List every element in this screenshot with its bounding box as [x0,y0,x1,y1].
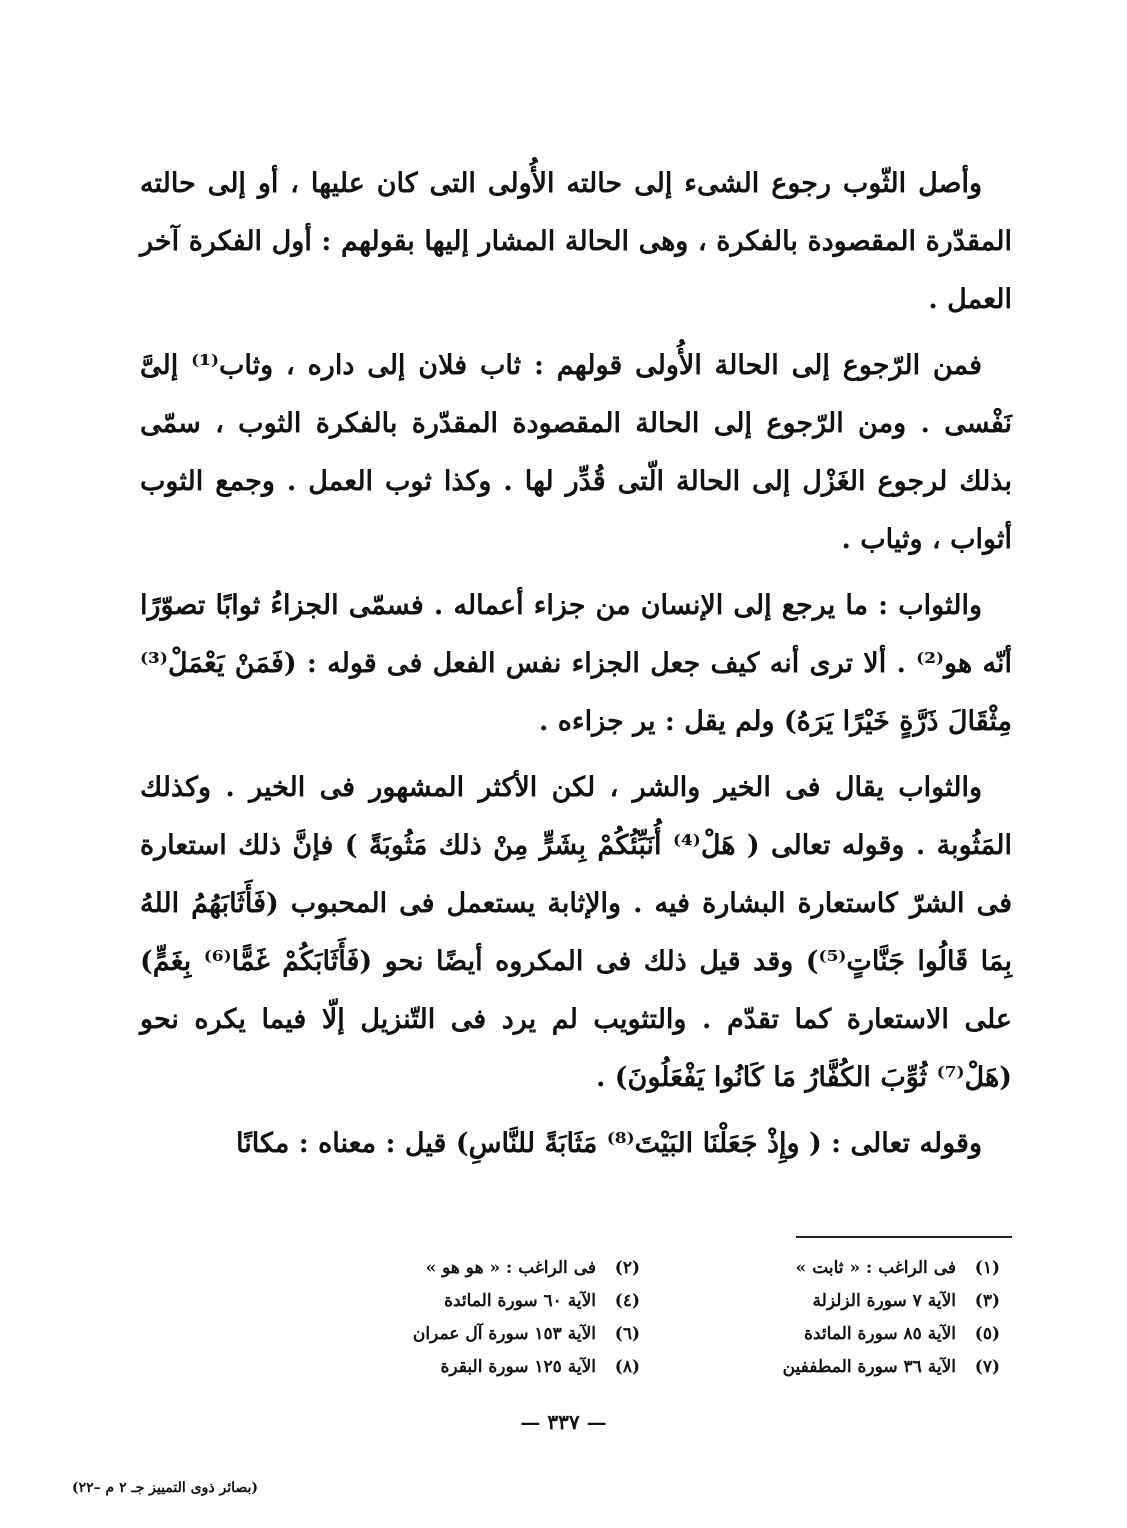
footnote-2 [310,1252,640,1285]
footnote-row [280,1351,1000,1384]
footnote-text: الآية ٣٦ سورة المطففين [782,1357,956,1377]
footnote-number: (٥) [974,1324,1000,1344]
footnote-row [280,1318,1000,1351]
footnote-text: الآية ٨٥ سورة المائدة [804,1324,956,1344]
paragraph-3: والثواب : ما يرجع إلى الإنسان من جزاء أعماله . فسمّى الجزاءُ ثوابًا تصوّرًا أنّه هو⁽²⁾ . ألا ترى أنه كيف جعل الجزاء نفس الفعل فى قوله : (فَمَنْ يَعْمَلْ⁽³⁾ مِثْقَالَ ذَرَّةٍ خَيْرًا يَرَهُ) ولم يقل : ير جزاءه . [140,590,1012,737]
footnote-8 [310,1351,640,1384]
footnote-number: (٤) [614,1291,640,1311]
footnote-row [280,1252,1000,1285]
paragraph-1: وأصل الثّوب رجوع الشىء إلى حالته الأُولى التى كان عليها ، أو إلى حالته المقدّرة المقصودة بالفكرة ، وهى الحالة المشار إليها بقولهم : أول الفكرة آخر العمل . [140,168,1012,315]
footnote-text: الآية ٦٠ سورة المائدة [444,1291,596,1311]
footnote-number: (٣) [974,1291,1000,1311]
footnote-divider [796,1236,1012,1238]
footnote-1 [670,1252,1000,1285]
footnote-number: (٨) [614,1357,640,1377]
bottom-reference: (بصائر ذوى التمييز جـ ٢ م –٢٢) [72,1480,259,1496]
footnote-text: الآية ١٢٥ سورة البقرة [440,1357,596,1377]
footnote-number: (٢) [614,1258,640,1278]
paragraph-5: وقوله تعالى : ( وإِذْ جَعَلْنَا البَيْتَ⁽⁸⁾ مَثَابَةً للنَّاسِ) قيل : معناه : مكانًا [236,1128,982,1159]
main-text [140,155,1012,1181]
page-number: — ٣٣٧ — [520,1410,607,1434]
footnote-text: الآية ١٥٣ سورة آل عمران [412,1324,596,1344]
footnote-number: (٧) [974,1357,1000,1377]
paragraph-4: والثواب يقال فى الخير والشر ، لكن الأكثر المشهور فى الخير . وكذلك المَثُوبة . وقوله تعالى ( هَلْ⁽⁴⁾ أُنَبِّئُكُمْ بِشَرٍّ مِنْ ذلك مَثُوبَةً ) فإنَّ ذلك استعارة فى الشرّ كاستعارة البشارة فيه . والإثابة يستعمل فى المحبوب (فَأَثَابَهُمُ اللهُ بِمَا قَالُوا جَنَّاتٍ⁽⁵⁾) وقد قيل ذلك فى المكروه أيضًا نحو (فَأَثَابَكُمْ غَمًّا⁽⁶⁾ بِغَمٍّ) على الاستعارة كما تقدّم . والتثويب لم يرد فى التّنزيل إلّا فيما يكره نحو (هَلْ⁽⁷⁾ ثُوِّبَ الكُفَّارُ مَا كَانُوا يَفْعَلُونَ) . [140,772,1012,1093]
footnote-number: (٦) [614,1324,640,1344]
footnotes [280,1252,1000,1384]
footnote-7 [670,1351,1000,1384]
footnote-text: فى الراغب : « ثابت » [795,1258,956,1278]
footnote-3 [670,1285,1000,1318]
paragraph-2: فمن الرّجوع إلى الحالة الأُولى قولهم : ثاب فلان إلى داره ، وثاب⁽¹⁾ إلىَّ نَفْسى . ومن الرّجوع إلى الحالة المقصودة المقدّرة بالفكرة الثوب ، سمّى بذلك لرجوع الغَزْل إلى الحالة الّتى قُدِّر لها . وكذا ثوب العمل . وجمع الثوب أثواب ، وثياب . [140,350,1012,555]
footnote-text: الآية ٧ سورة الزلزلة [812,1291,956,1311]
footnote-6 [310,1318,640,1351]
footnote-number: (١) [974,1258,1000,1278]
footnote-row [280,1285,1000,1318]
footnote-5 [670,1318,1000,1351]
footnote-text: فى الراغب : « هو هو » [425,1258,596,1278]
footnote-4 [310,1285,640,1318]
